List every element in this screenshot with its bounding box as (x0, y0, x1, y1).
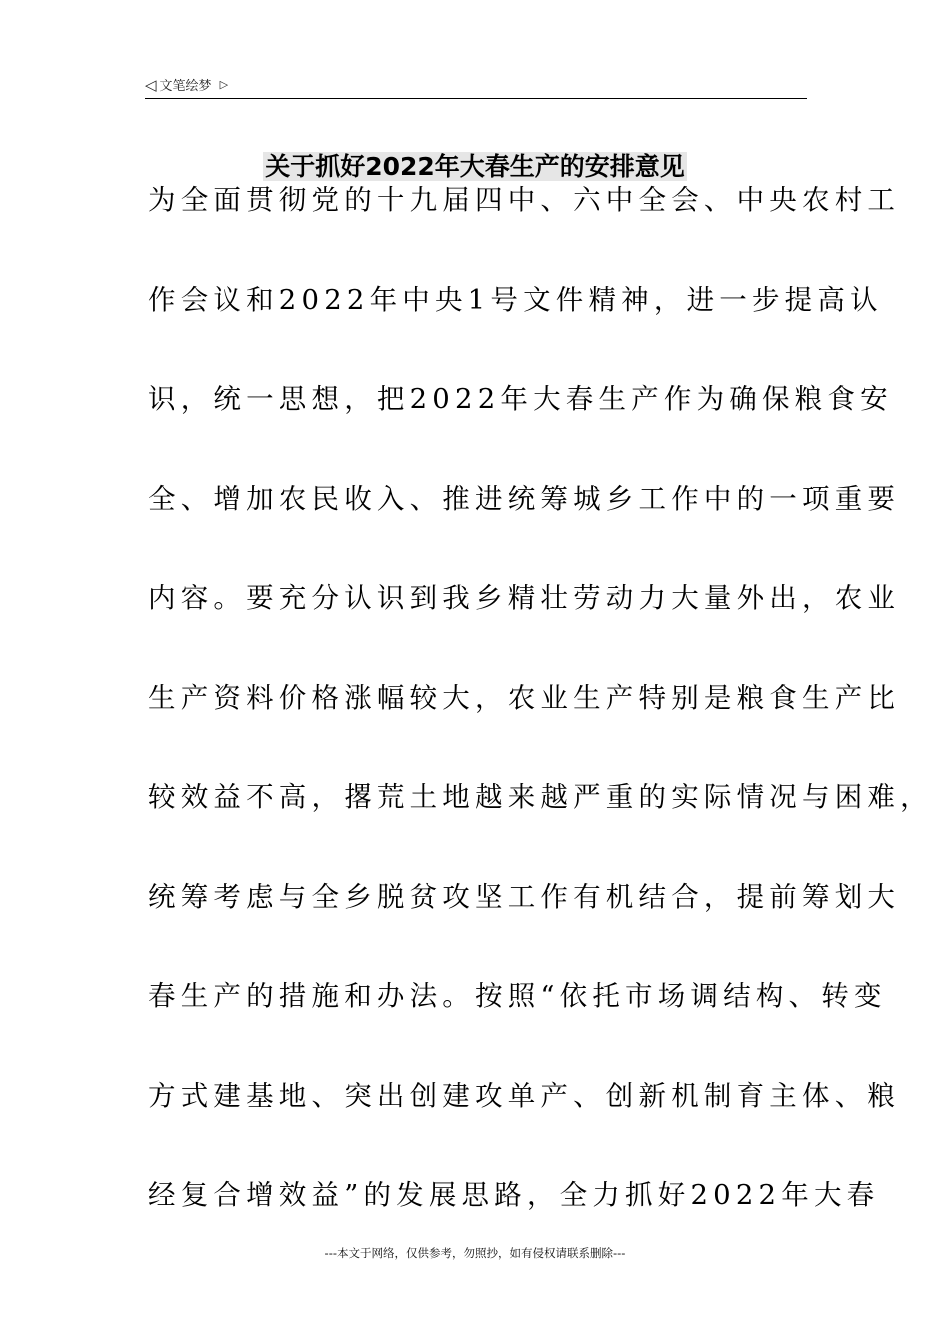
body-line: 春生产的措施和办法。按照“依托市场调结构、转变 (148, 980, 887, 1012)
body-line: 识，统一思想，把2022年大春生产作为确保粮食安 (148, 383, 893, 415)
header-brand: 文笔绘梦 (159, 79, 212, 94)
footer-disclaimer: ---本文于网络，仅供参考，勿照抄，如有侵权请联系删除--- (324, 1246, 626, 1260)
page-header (145, 74, 807, 98)
body-line: 全、增加农民收入、推进统筹城乡工作中的一项重要 (148, 482, 901, 515)
triangle-left-icon: ◁ (145, 76, 157, 94)
body-line: 内容。要充分认识到我乡精壮劳动力大量外出，农业 (148, 582, 901, 614)
header-divider (145, 98, 807, 99)
body-line: 作会议和2022年中央1号文件精神，进一步提高认 (148, 283, 883, 316)
body-line: 生产资料价格涨幅较大，农业生产特别是粮食生产比 (148, 681, 901, 714)
body-line: 较效益不高，撂荒土地越来越严重的实际情况与困难， (148, 781, 933, 813)
body-line: 统筹考虑与全乡脱贫攻坚工作有机结合，提前筹划大 (148, 880, 901, 913)
body-line: 经复合增效益”的发展思路，全力抓好2022年大春 (148, 1179, 880, 1211)
document-body (148, 175, 933, 1270)
triangle-right-icon: ▷ (219, 78, 229, 91)
document-title-text: 关于抓好2022年大春生产的安排意见 (265, 151, 685, 181)
body-line: 方式建基地、突出创建攻单产、创新机制育主体、粮 (148, 1079, 901, 1112)
body-line: 为全面贯彻党的十九届四中、六中全会、中央农村工 (148, 184, 901, 216)
